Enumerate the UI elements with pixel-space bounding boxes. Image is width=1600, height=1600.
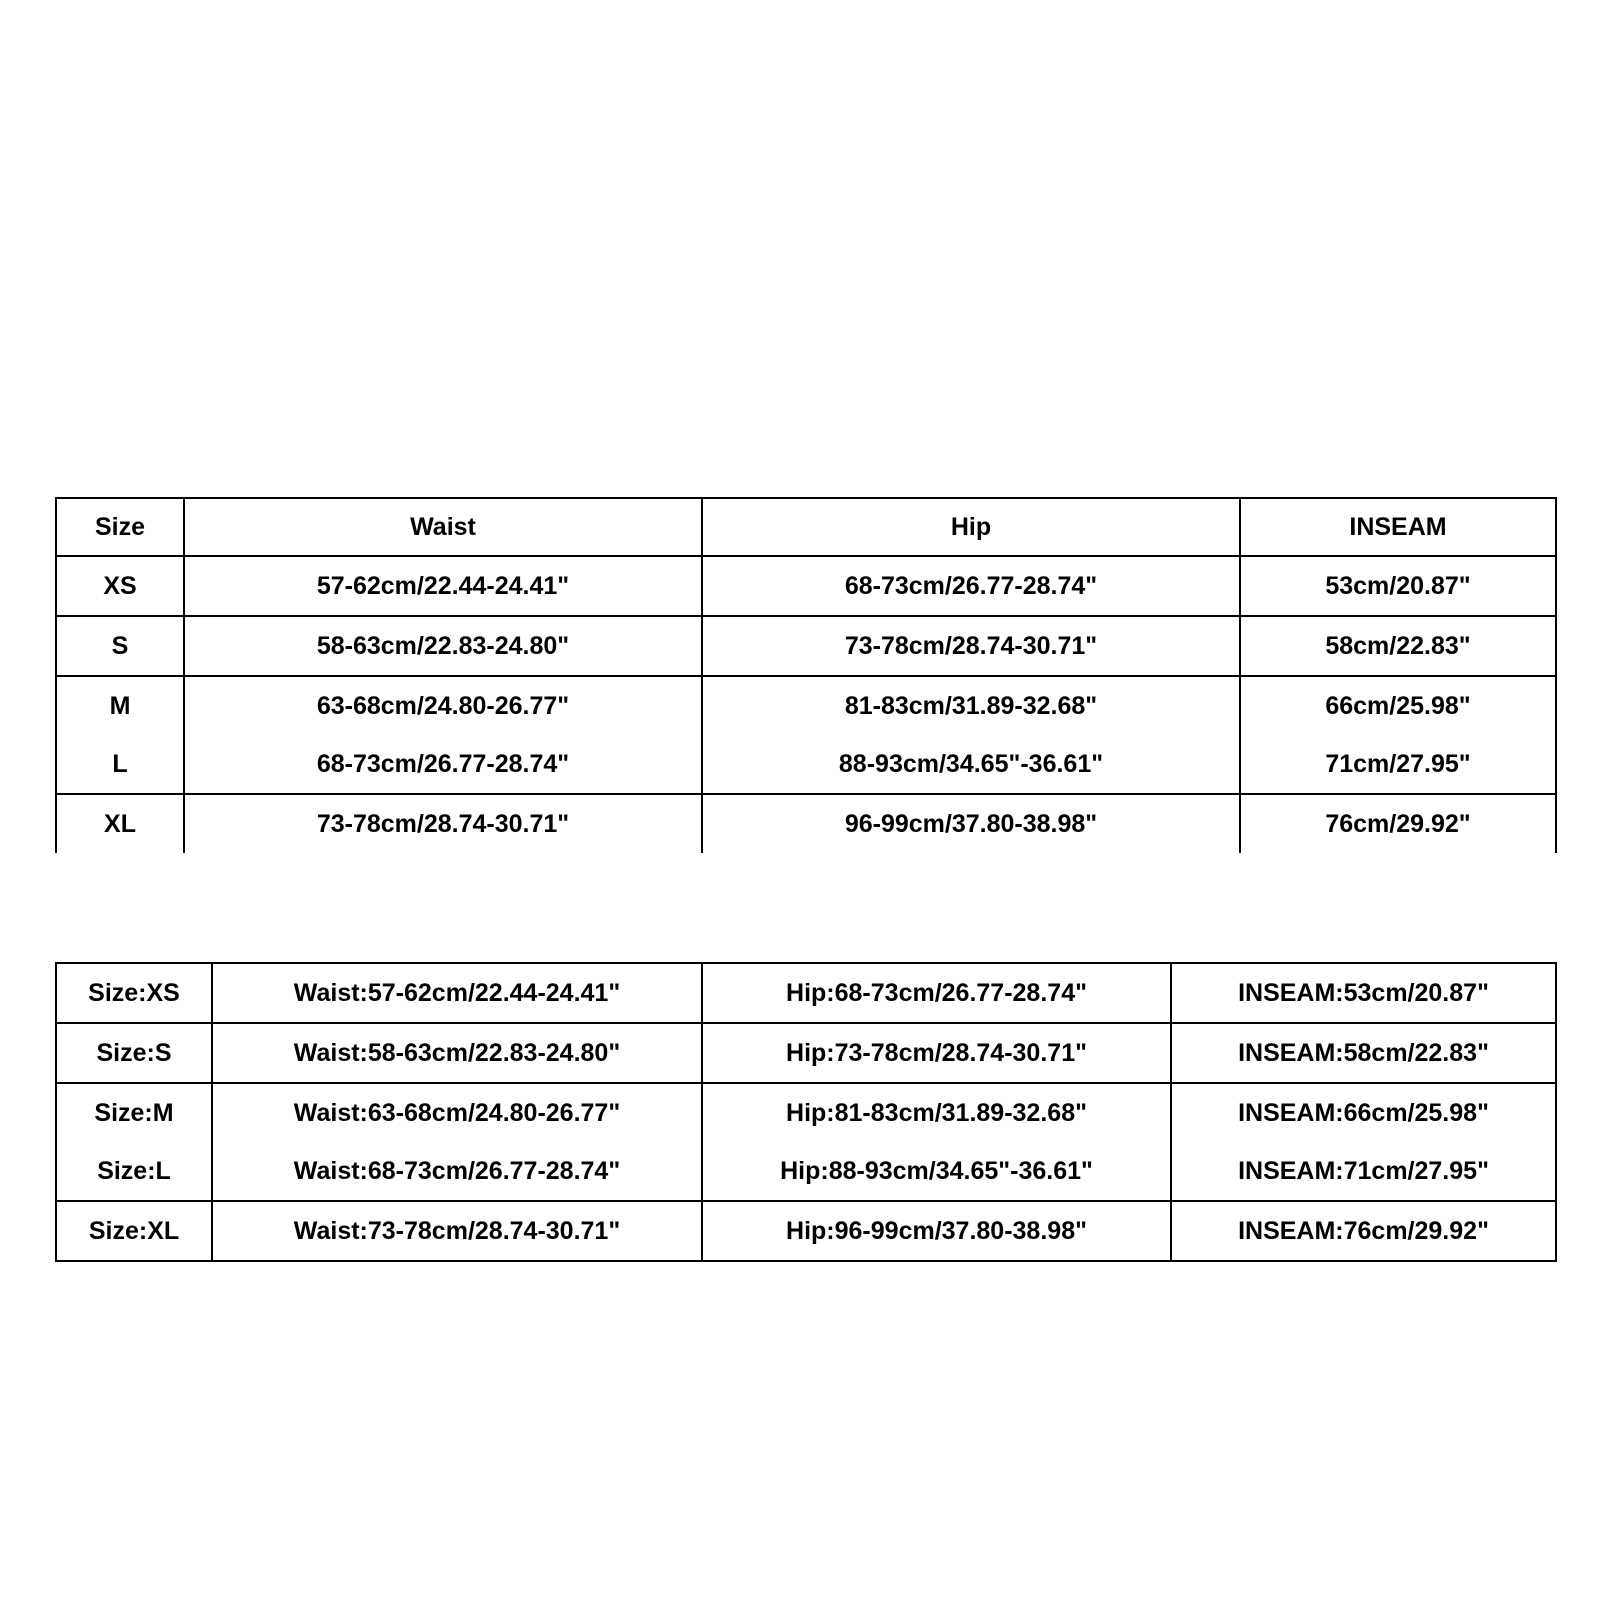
cell-waist: Waist:73-78cm/28.74-30.71" (212, 1201, 702, 1261)
cell-hip: 68-73cm/26.77-28.74" (702, 556, 1240, 616)
cell-size: Size:XL (56, 1201, 212, 1261)
cell-size: Size:L (56, 1142, 212, 1201)
table-row (56, 1201, 1556, 1261)
size-chart-table-inline (55, 962, 1557, 1262)
table-row (56, 1023, 1556, 1083)
cell-size: XL (56, 794, 184, 853)
cell-waist: 73-78cm/28.74-30.71" (184, 794, 702, 853)
table-row (56, 1142, 1556, 1201)
cell-hip: Hip:96-99cm/37.80-38.98" (702, 1201, 1171, 1261)
cell-hip: Hip:68-73cm/26.77-28.74" (702, 963, 1171, 1023)
header-hip: Hip (702, 498, 1240, 556)
cell-hip: Hip:73-78cm/28.74-30.71" (702, 1023, 1171, 1083)
cell-waist: 57-62cm/22.44-24.41" (184, 556, 702, 616)
table-row (56, 676, 1556, 735)
cell-size: L (56, 735, 184, 794)
cell-inseam: INSEAM:71cm/27.95" (1171, 1142, 1556, 1201)
cell-inseam: 76cm/29.92" (1240, 794, 1556, 853)
header-size: Size (56, 498, 184, 556)
table-row (56, 1083, 1556, 1142)
cell-waist: Waist:57-62cm/22.44-24.41" (212, 963, 702, 1023)
cell-inseam: 53cm/20.87" (1240, 556, 1556, 616)
cell-waist: 68-73cm/26.77-28.74" (184, 735, 702, 794)
cell-inseam: INSEAM:76cm/29.92" (1171, 1201, 1556, 1261)
cell-hip: 73-78cm/28.74-30.71" (702, 616, 1240, 676)
table-row (56, 735, 1556, 794)
header-inseam: INSEAM (1240, 498, 1556, 556)
cell-waist: 63-68cm/24.80-26.77" (184, 676, 702, 735)
table-row (56, 616, 1556, 676)
size-chart-table-labeled (55, 497, 1557, 853)
cell-inseam: 71cm/27.95" (1240, 735, 1556, 794)
cell-size: Size:M (56, 1083, 212, 1142)
cell-hip: 81-83cm/31.89-32.68" (702, 676, 1240, 735)
cell-inseam: 66cm/25.98" (1240, 676, 1556, 735)
cell-size: S (56, 616, 184, 676)
cell-hip: Hip:81-83cm/31.89-32.68" (702, 1083, 1171, 1142)
table-row (56, 963, 1556, 1023)
cell-waist: 58-63cm/22.83-24.80" (184, 616, 702, 676)
table-row (56, 556, 1556, 616)
cell-inseam: INSEAM:58cm/22.83" (1171, 1023, 1556, 1083)
header-waist: Waist (184, 498, 702, 556)
cell-hip: 88-93cm/34.65"-36.61" (702, 735, 1240, 794)
table-header-row (56, 498, 1556, 556)
cell-inseam: INSEAM:53cm/20.87" (1171, 963, 1556, 1023)
cell-waist: Waist:58-63cm/22.83-24.80" (212, 1023, 702, 1083)
cell-hip: Hip:88-93cm/34.65"-36.61" (702, 1142, 1171, 1201)
cell-inseam: 58cm/22.83" (1240, 616, 1556, 676)
cell-inseam: INSEAM:66cm/25.98" (1171, 1083, 1556, 1142)
cell-size: XS (56, 556, 184, 616)
cell-size: Size:S (56, 1023, 212, 1083)
cell-hip: 96-99cm/37.80-38.98" (702, 794, 1240, 853)
cell-waist: Waist:68-73cm/26.77-28.74" (212, 1142, 702, 1201)
cell-size: Size:XS (56, 963, 212, 1023)
table-row (56, 794, 1556, 853)
cell-waist: Waist:63-68cm/24.80-26.77" (212, 1083, 702, 1142)
cell-size: M (56, 676, 184, 735)
